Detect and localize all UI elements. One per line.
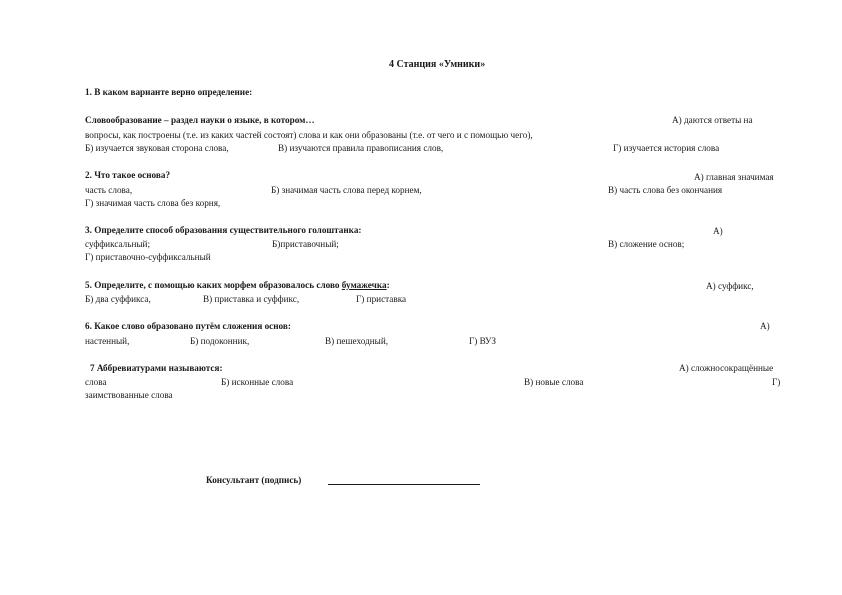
- q5-heading: [85, 280, 390, 291]
- q5-option-b: Б) два суффикса,: [85, 294, 151, 304]
- q5-heading-text: 5. Определите, с помощью каких морфем образовалось слово: [85, 280, 342, 290]
- q3-option-b: Б)приставочный;: [272, 239, 339, 249]
- q3-option-v: В) сложение основ;: [608, 239, 685, 249]
- signature-line: [328, 484, 480, 485]
- q7-option-a: А) сложносокращённые: [679, 363, 774, 373]
- q5-option-g: Г) приставка: [356, 294, 407, 304]
- q7-option-b: Б) исконные слова: [221, 377, 294, 387]
- q7-heading: 7 Аббревиатурами называются:: [90, 363, 223, 373]
- q7-option-g-cont: заимствованные слова: [85, 390, 173, 400]
- q5-option-v: В) приставка и суффикс,: [203, 294, 300, 304]
- q7-option-v: В) новые слова: [524, 377, 584, 387]
- q6-option-g: Г) ВУЗ: [469, 336, 497, 346]
- signature-label: Консультант (подпись): [206, 475, 302, 485]
- q6-option-v: В) пешеходный,: [325, 336, 389, 346]
- q2-option-a-cont: часть слова,: [85, 185, 133, 195]
- q1-stem: Словообразование – раздел науки о языке, в котором…: [85, 115, 315, 125]
- q7-option-g: Г): [772, 377, 781, 387]
- q1-line2: вопросы, как построены (т.е. из каких частей состоят) слова и как они образованы (т.е. от чего и с помощью чего),: [85, 130, 533, 140]
- q1-option-g: Г) изучается история слова: [613, 143, 720, 153]
- q2-option-a: А) главная значимая: [694, 172, 774, 182]
- q1-option-a: А) даются ответы на: [672, 115, 753, 125]
- q2-option-g: Г) значимая часть слова без корня,: [85, 198, 221, 208]
- page-title: 4 Станция «Умники»: [389, 59, 486, 70]
- q6-option-a-cont: настенный,: [85, 336, 130, 346]
- q1-option-b: Б) изучается звуковая сторона слова,: [85, 143, 229, 153]
- q2-option-b: Б) значимая часть слова перед корнем,: [271, 185, 422, 195]
- q6-heading: 6. Какое слово образовано путём сложения основ:: [85, 321, 291, 331]
- q3-option-a-cont: суффиксальный;: [85, 239, 151, 249]
- q6-option-b: Б) подоконник,: [190, 336, 250, 346]
- q6-option-a: А): [760, 321, 770, 331]
- q1-heading: 1. В каком варианте верно определение:: [85, 87, 253, 97]
- q5-heading-colon: :: [386, 280, 390, 290]
- q1-option-v: В) изучаются правила правописания слов,: [278, 143, 444, 153]
- q2-heading: 2. Что такое основа?: [85, 170, 171, 180]
- q7-option-a-cont: слова: [85, 377, 107, 387]
- q3-option-a: А): [713, 226, 723, 236]
- q3-option-g: Г) приставочно-суффиксальный: [85, 252, 211, 262]
- q5-heading-word: бумажечка: [341, 280, 387, 290]
- q3-heading: 3. Определите способ образования существительного голоштанка:: [85, 225, 362, 235]
- q5-option-a: А) суффикс,: [706, 281, 754, 291]
- q2-option-v: В) часть слова без окончания: [608, 185, 723, 195]
